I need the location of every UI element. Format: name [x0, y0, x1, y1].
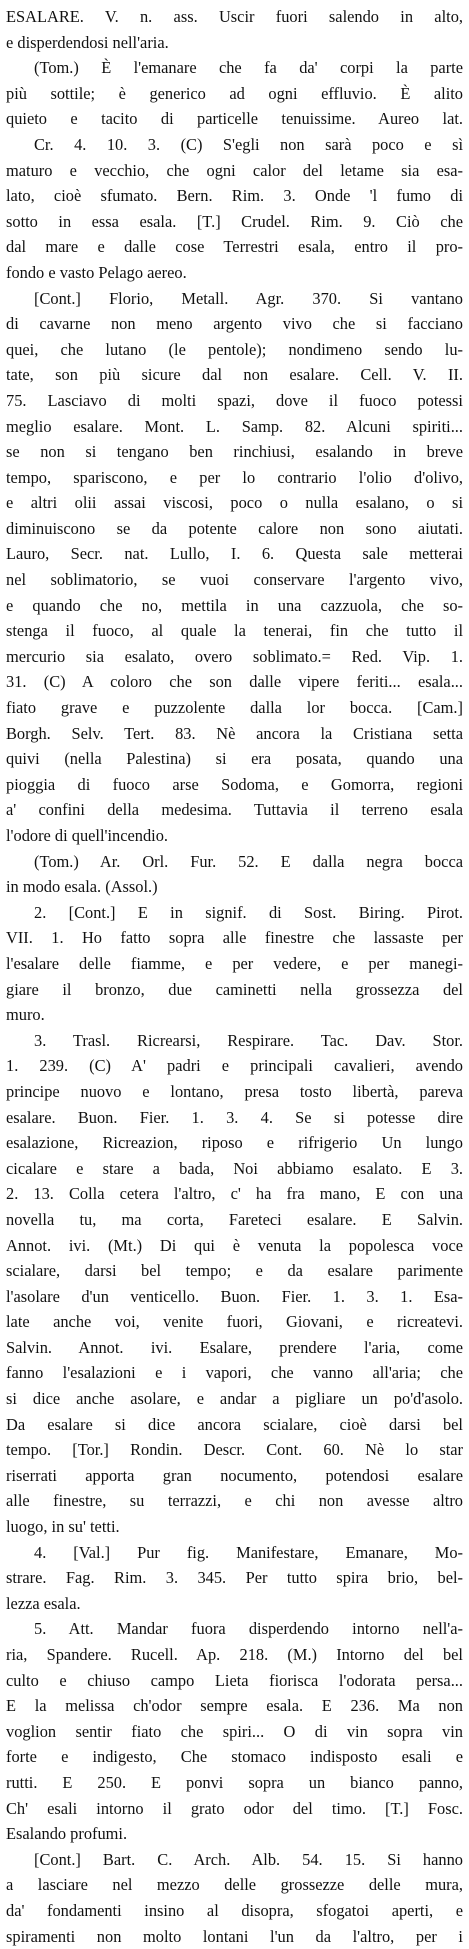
entry-line: [Cont.] Bart. C. Arch. Alb. 54. 15. Si hanno [34, 1849, 463, 1869]
entry-line: Ch' esali intorno il grato odor del timo. [T.] Fosc. [6, 1798, 463, 1818]
entry-line: l'esalare delle fiamme, e per vedere, e per manegi- [6, 953, 463, 973]
entry-line: E la melissa ch'odor sempre esala. E 236. Ma non [6, 1696, 463, 1716]
entry-line: riserrati apporta gran nocumento, potendosi esalare [6, 1465, 463, 1485]
entry-line: rutti. E 250. E ponvi sopra un bianco panno, [6, 1772, 463, 1792]
entry-line: novella tu, ma corta, Fareteci esalare. E Salvin. [6, 1209, 463, 1229]
entry-line: strare. Fag. Rim. 3. 345. Per tutto spira brio, bel- [6, 1568, 463, 1588]
entry-line: mercurio sia esalato, overo soblimato.= Red. Vip. 1. [6, 646, 463, 666]
entry-line: voglion sentir fiato che spiri... O di vin sopra vin [6, 1721, 463, 1741]
entry-line: Borgh. Selv. Tert. 83. Nè ancora la Cristiana setta [6, 723, 463, 743]
entry-line: late anche voi, venite fuori, Giovani, e ricreatevi. [6, 1312, 463, 1332]
entry-line: più sottile; è generico ad ogni effluvio. È alito [6, 83, 463, 103]
entry-line: tempo, spariscono, e per lo contrario l'olio d'olivo, [6, 467, 463, 487]
entry-line: maturo e vecchio, che ogni calor del letame sia esa- [6, 160, 463, 180]
entry-line: da' fondamenti insino al disopra, sfogatoi aperti, e [6, 1900, 463, 1920]
entry-line: spiramenti non molto lontani l'un da l'altro, per i [6, 1926, 463, 1946]
entry-line: 2. 13. Colla cetera l'altro, c' ha fra mano, E con una [6, 1184, 463, 1204]
entry-line: fanno l'esalazioni e i vapori, che vanno all'aria; che [6, 1363, 463, 1383]
entry-line: VII. 1. Ho fatto sopra alle finestre che lassaste per [6, 928, 463, 948]
entry-line: giare il bronzo, due caminetti nella grossezza del [6, 979, 463, 999]
entry-line: a' confini della medesima. Tuttavia il terreno esala [6, 800, 463, 820]
entry-line: 1. 239. (C) A' padri e principali cavalieri, avendo [6, 1056, 463, 1076]
entry-line: fiato grave e puzzolente dalla lor bocca. [Cam.] [6, 698, 463, 718]
entry-line: meglio esalare. Mont. L. Samp. 82. Alcuni spiriti... [6, 416, 463, 436]
entry-line: stenga il fuoco, al quale la tenerai, fin che tutto il [6, 621, 463, 641]
entry-line: 3. Trasl. Ricrearsi, Respirare. Tac. Dav. Stor. [34, 1030, 463, 1050]
entry-line: diminuiscono se da potente calore non sono aiutati. [6, 518, 463, 538]
entry-line: muro. [6, 1005, 45, 1025]
entry-line: esalazione, Ricreazion, riposo e rifrigerio Un lungo [6, 1133, 463, 1153]
entry-line: Annot. ivi. (Mt.) Di qui è venuta la popolesca voce [6, 1235, 463, 1255]
entry-line: Salvin. Annot. ivi. Esalare, prendere l'aria, come [6, 1337, 463, 1357]
entry-line: Esalando profumi. [6, 1824, 128, 1844]
entry-line: scialare, darsi bel tempo; e da esalare parimente [6, 1261, 463, 1281]
entry-line: l'asolare d'un venticello. Buon. Fier. 1. 3. 1. Esa- [6, 1286, 463, 1306]
entry-line: lato, cioè sfumato. Bern. Rim. 3. Onde 'l fumo di [6, 186, 463, 206]
entry-line: 75. Lasciavo di molti spazi, dove il fuoco potessi [6, 390, 463, 410]
entry-line: (Tom.) Ar. Orl. Fur. 52. E dalla negra bocca [34, 851, 463, 871]
entry-line: alle finestre, su terrazzi, e chi non avesse altro [6, 1491, 463, 1511]
entry-line: lezza esala. [6, 1593, 81, 1613]
entry-line: ria, Spandere. Rucell. Ap. 218. (M.) Intorno del bel [6, 1645, 463, 1664]
entry-line: 4. [Val.] Pur fig. Manifestare, Emanare, Mo- [34, 1542, 463, 1562]
entry-line: si dice anche asolare, e andar a pigliare un po'd'asolo. [6, 1389, 463, 1409]
entry-line: principe nuovo e lontano, presa tosto libertà, pareva [6, 1081, 463, 1101]
entry-line: [Cont.] Florio, Metall. Agr. 370. Si vantano [34, 288, 463, 308]
entry-line: quivi (nella Palestina) si era posata, quando una [6, 749, 463, 769]
entry-line: esalare. Buon. Fier. 1. 3. 4. Se si potesse dire [6, 1107, 463, 1127]
entry-line: nel soblimatorio, se vuoi conservare l'argento vivo, [6, 570, 463, 590]
entry-line: a lasciare nel mezzo delle grossezze delle mura, [6, 1875, 463, 1895]
entry-line: tate, son più sicure dal non esalare. Cell. V. II. [6, 365, 463, 385]
entry-line: l'odore di quell'incendio. [6, 826, 169, 845]
entry-line: sotto in essa esala. [T.] Crudel. Rim. 9. Ciò che [6, 211, 463, 231]
entry-line: luogo, in su' tetti. [6, 1517, 120, 1537]
entry-line: 5. Att. Mandar fuora disperdendo intorno nell'a- [34, 1619, 463, 1639]
entry-line: cicalare e stare a bada, Noi abbiamo esalato. E 3. [6, 1158, 463, 1178]
dictionary-entry-esalare [6, 4, 463, 1949]
entry-line: 31. (C) A coloro che son dalle vipere feriti... esala... [6, 672, 463, 692]
entry-line: in modo esala. (Assol.) [6, 877, 158, 897]
entry-line: Da esalare si dice ancora scialare, cioè darsi bel [6, 1414, 463, 1434]
entry-line: culto e chiuso campo Lieta fiorisca l'odorata persa... [6, 1670, 463, 1690]
entry-line: dal mare e dalle cose Terrestri esala, entro il pro- [6, 237, 463, 257]
entry-line: Cr. 4. 10. 3. (C) S'egli non sarà poco e sì [34, 134, 463, 154]
entry-line: (Tom.) È l'emanare che fa da' corpi la parte [34, 58, 463, 78]
entry-line: 2. [Cont.] E in signif. di Sost. Biring. Pirot. [34, 902, 463, 922]
entry-line: e disperdendosi nell'aria. [6, 32, 169, 52]
entry-line: di cavarne non meno argento vivo che si facciano [6, 314, 463, 334]
entry-line: quei, che lutano (le pentole); nondimeno sendo lu- [6, 339, 463, 359]
entry-line: se non si tengano ben rinchiusi, esalando in breve [6, 442, 463, 462]
entry-line: ESALARE. V. n. ass. Uscir fuori salendo in alto, [6, 7, 463, 26]
entry-line: quieto e tacito di particelle tenuissime. Aureo lat. [6, 109, 463, 129]
entry-line: pioggia di fuoco arse Sodoma, e Gomorra, regioni [6, 774, 463, 794]
entry-line: tempo. [Tor.] Rondin. Descr. Cont. 60. Nè lo star [6, 1440, 463, 1460]
entry-line: Lauro, Secr. nat. Lullo, I. 6. Questa sale metterai [6, 544, 463, 564]
entry-line: forte e indigesto, Che stomaco indisposto esali e [6, 1747, 463, 1767]
entry-line: e quando che no, mettila in una cazzuola, che so- [6, 595, 463, 615]
entry-line: e altri olii assai viscosi, poco o nulla esalano, o si [6, 493, 463, 513]
entry-line: fondo e vasto Pelago aereo. [6, 262, 187, 282]
